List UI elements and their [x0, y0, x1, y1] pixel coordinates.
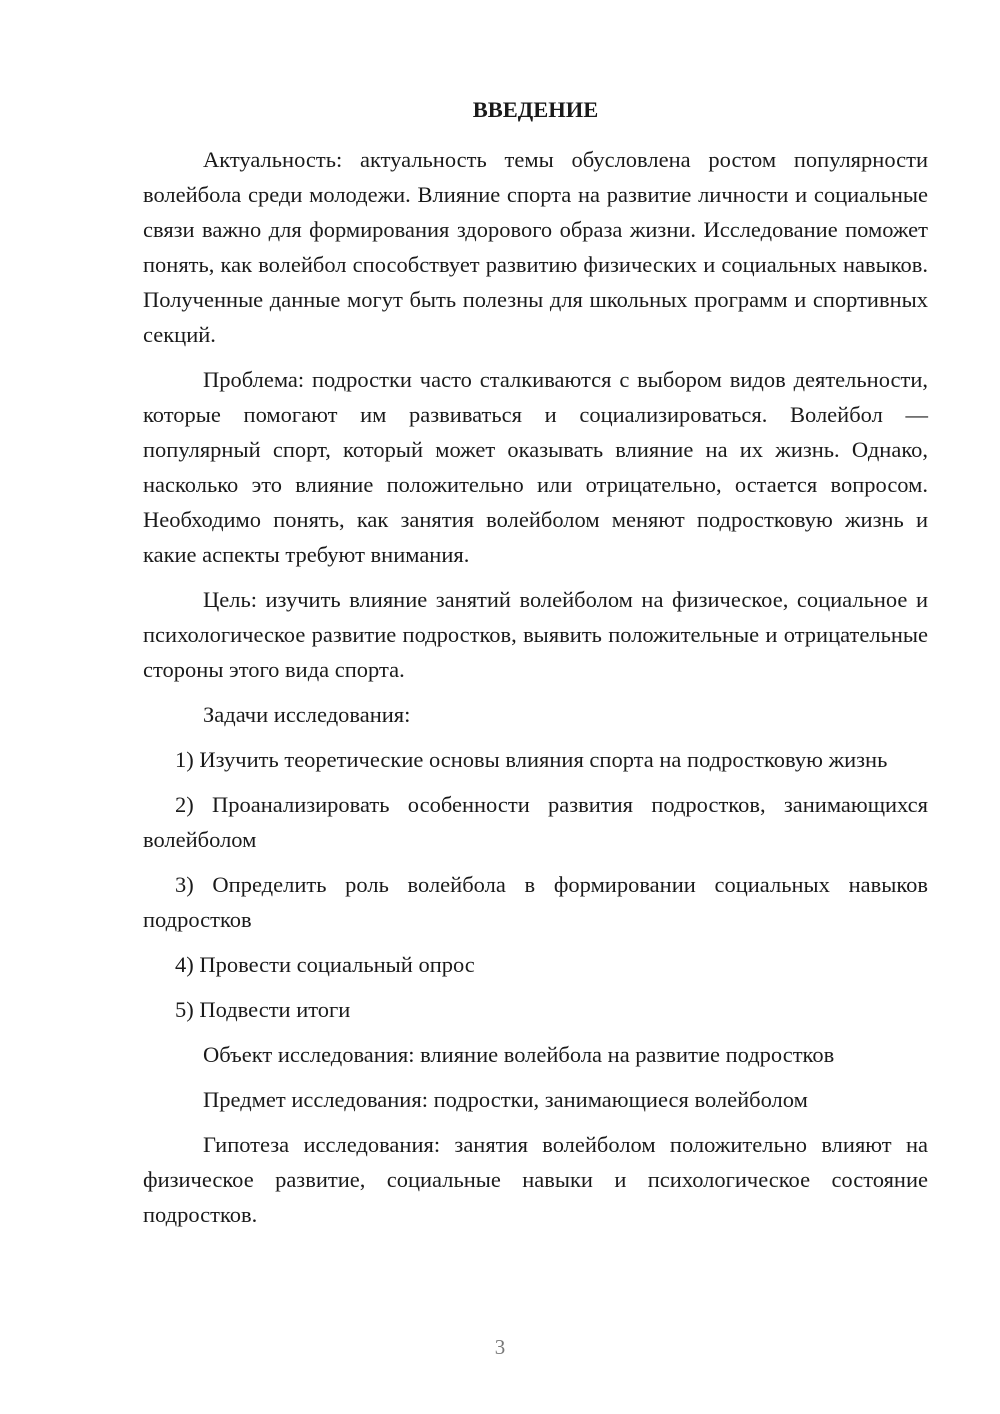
- page-number: 3: [494, 1335, 506, 1359]
- problem-paragraph: Проблема: подростки часто сталкиваются с выбором видов деятельности, которые помогают им развиваться и социализироваться. Волейбол — популярный спорт, который может оказывать влияние на их жизнь. Однако, насколько это влияние положительно или отрицательно, остается вопросом. Необходимо понять, как занятия волейболом меняют подростковую жизнь и какие аспекты требуют внимания.: [143, 367, 928, 567]
- page-content: [143, 92, 928, 1232]
- task-item-1: 1) Изучить теоретические основы влияния спорта на подростковую жизнь: [175, 747, 888, 772]
- research-subject: Предмет исследования: подростки, занимающиеся волейболом: [203, 1087, 808, 1112]
- goal-paragraph: Цель: изучить влияние занятий волейболом на физическое, социальное и психологическое развитие подростков, выявить положительные и отрицательные стороны этого вида спорта.: [143, 587, 928, 682]
- research-object: Объект исследования: влияние волейбола на развитие подростков: [203, 1042, 835, 1067]
- task-item-5: 5) Подвести итоги: [175, 997, 351, 1022]
- research-hypothesis: Гипотеза исследования: занятия волейболом положительно влияют на физическое развитие, социальные навыки и психологическое состояние подростков.: [143, 1132, 928, 1227]
- tasks-heading: Задачи исследования:: [203, 702, 411, 727]
- task-item-4: 4) Провести социальный опрос: [175, 952, 475, 977]
- task-item-3: 3) Определить роль волейбола в формировании социальных навыков подростков: [143, 872, 928, 932]
- task-item-2: 2) Проанализировать особенности развития подростков, занимающихся волейболом: [143, 792, 928, 852]
- relevance-paragraph: Актуальность: актуальность темы обусловлена ростом популярности волейбола среди молодежи. Влияние спорта на развитие личности и социальные связи важно для формирования здорового образа жизни. Исследование поможет понять, как волейбол способствует развитию физических и социальных навыков. Полученные данные могут быть полезны для школьных программ и спортивных секций.: [143, 147, 928, 347]
- section-title: ВВЕДЕНИЕ: [472, 97, 599, 122]
